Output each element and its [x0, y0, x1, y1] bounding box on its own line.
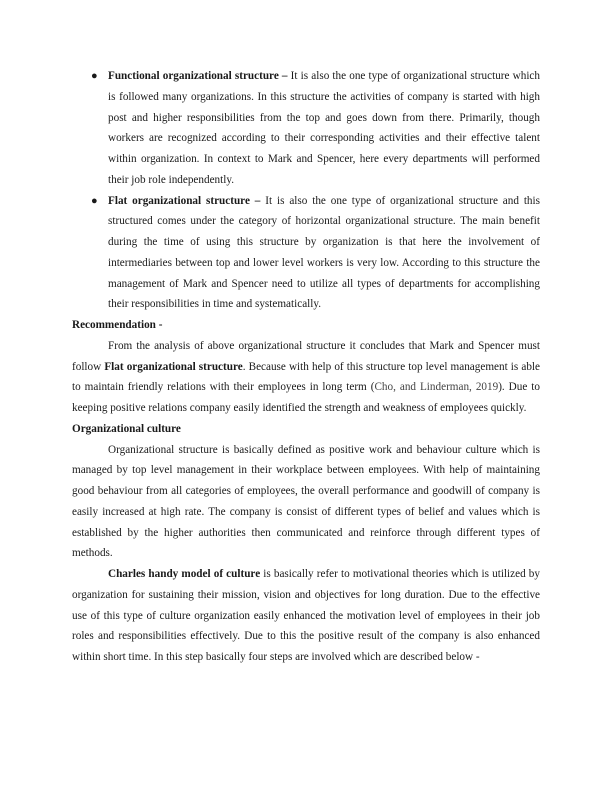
culture-text: is basically refer to motivational theories which is utilized by organization for sustaining their mission, vision and objectives for long duration. Due to the effective use of this type of culture organization easily enhanced the motivation level of employees in their job roles and responsibilities effectively. Due to this the positive result of the company is also enhanced within short time. In this step basically four steps are involved which are described below -: [72, 568, 540, 663]
bullet-text: It is also the one type of organizational structure and this structured comes under the category of horizontal organizational structure. The main benefit during the time of using this structure by organization is that here the involvement of intermediaries between top and lower level workers is very low. According to this structure the management of Mark and Spencer need to utilize all types of departments for accomplishing their responsibilities in time and systematically.: [108, 194, 540, 311]
recommendation-text: ). Due to keeping positive relations company easily identified the strength and weakness of employees quickly.: [72, 381, 540, 414]
bullet-term: Functional organizational structure –: [108, 70, 288, 82]
culture-heading: Organizational culture: [72, 422, 181, 435]
culture-paragraph-1: Organizational structure is basically defined as positive work and behaviour culture which is managed by top level management in their workplace between employees. With help of maintaining good behaviour from all categories of employees, the overall performance and goodwill of company is easily increased at high rate. The company is consist of different types of belief and values which is established by the higher authorities then communicated and reinforce through different types of methods.: [72, 443, 540, 560]
citation: Cho, and Linderman, 2019: [374, 381, 499, 394]
recommendation-text: . Because with help of this structure top level management is able to maintain friendly relations with their employees in long term (: [72, 360, 540, 394]
bullet-functional-structure: [91, 66, 540, 191]
recommendation-paragraph: [72, 336, 540, 419]
bullet-term: Flat organizational structure –: [108, 194, 261, 207]
structure-bullet-list: [72, 66, 540, 315]
culture-bold-term: Charles handy model of culture: [108, 568, 261, 580]
recommendation-heading: Recommendation -: [72, 319, 163, 331]
bullet-flat-structure: [91, 191, 540, 316]
bullet-dot-icon: ●: [91, 70, 98, 82]
recommendation-bold: Flat organizational structure: [104, 360, 243, 373]
document-page: [72, 66, 540, 668]
recommendation-text: From the analysis of above organizational structure it concludes that Mark and Spencer must follow: [72, 339, 540, 373]
culture-paragraph-2: [72, 564, 540, 668]
bullet-dot-icon: ●: [91, 194, 98, 207]
bullet-text: It is also the one type of organizational structure which is followed many organizations. In this structure the activities of company is started with high post and higher responsibilities from the top and goes down from there. Primarily, though workers are recognized according to their corresponding activities and their effective talent within organization. In context to Mark and Spencer, here every departments will performed their job role independently.: [108, 70, 540, 186]
